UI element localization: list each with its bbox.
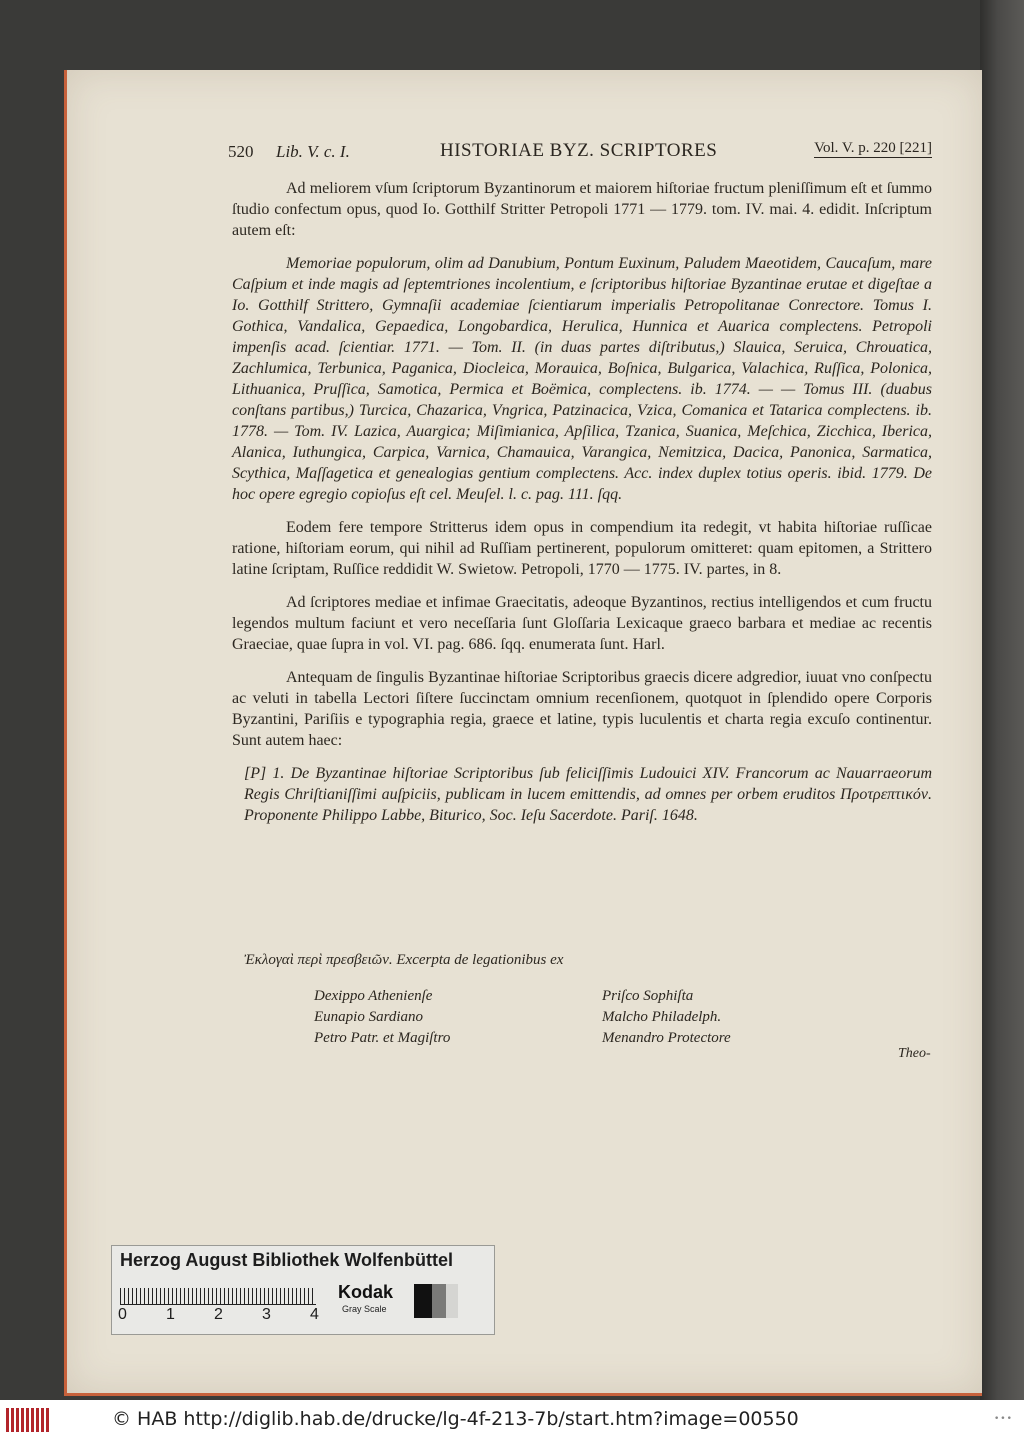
measurement-ruler [120, 1288, 316, 1305]
author-entry: Malcho Philadelph. [602, 1009, 722, 1025]
gray-swatch-black [414, 1284, 432, 1318]
kodak-logo: Kodak [338, 1282, 394, 1302]
list-item-1: [P] 1. De Byzantinae hiſtoriae Scriptoribus ſub feliciſſimis Ludouici XIV. Francorum ac Nauarraeorum Regis Chriſtianiſſimi auſpiciis, publicam in lucem emittendis, ad omnes per orbem eruditos Προτρεπτικόν. Proponente Philippo Labbe, Biturico, Soc. Ieſu Sacerdote. Pariſ. 1648. [244, 765, 932, 824]
authors-left-column [314, 986, 450, 1049]
running-title: HISTORIAE BYZ. SCRIPTORES [440, 140, 718, 161]
copyright-link[interactable]: © HAB http://diglib.hab.de/drucke/lg-4f-213-7b/start.htm?image=00550 [112, 1408, 799, 1430]
ruler-number: 1 [166, 1306, 175, 1323]
paragraph-overview: Antequam de ſingulis Byzantinae hiſtoriae Scriptoribus graecis dicere adgredior, iuuat vno conſpectu ac veluti in tabella Lectori ſiſtere ſuccinctam omnium recenſionem, quotquot in ſplendido opere Corporis Byzantini, Pariſiis e typographia regia, graece et latine, typis luculentis et charta regia excuſo continentur. Sunt autem haec: [232, 669, 932, 749]
authors-right-column [602, 986, 731, 1049]
paragraph-title-quote: Memoriae populorum, olim ad Danubium, Pontum Euxinum, Paludem Maeotidem, Caucaſum, mare Caſpium et inde magis ad ſeptemtriones incolentium, e ſcriptoribus hiſtoriae Byzantinae erutae et digeſtae a Io. Gotthilf Strittero, Gymnaſii academiae ſcientiarum imperialis Petropolitanae Conrectore. Tomus I. Gothica, Vandalica, Gepaedica, Longobardica, Herulica, Hunnica et Auarica complectens. Petropoli impenſis acad. ſcientiar. 1771. — Tom. II. (in duas partes diſtributus,) Slauica, Seruica, Chrouatica, Zachlumica, Terbunica, Paganica, Diocleica, Morauica, Boſnica, Bulgarica, Valachica, Ruſſica, Polonica, Lithuanica, Pruſſica, Samotica, Permica et Boëmica, complectens. ib. 1774. — — Tomus III. (duabus conſtans partibus,) Turcica, Chazarica, Vngrica, Patzinacica, Vzica, Comanica et Tatarica complectens. ib. 1778. — Tom. IV. Lazica, Auargica; Miſimianica, Apſilica, Tzanica, Suanica, Meſchica, Zicchica, Iberica, Alanica, Iuthungica, Carpica, Varnica, Chamauica, Varangica, Nemitzica, Dacica, Panonica, Sarmatica, Scythica, Maſſagetica et genealogias gentium complectens. Acc. index duplex totius operis. ibid. 1779. De hoc opere egregio copioſus eſt cel. Meuſel. l. c. pag. 111. ſqq. [232, 255, 932, 503]
paragraph-glossaries: Ad ſcriptores mediae et infimae Graecitatis, adeoque Byzantinos, rectius intelligendos et cum fructu legendos multum faciunt et vero neceſſaria ſunt Gloſſaria Lexicaque graeco barbara et mediae ac recentis Graeciae, quae ſupra in vol. VI. pag. 686. ſqq. enumerata ſunt. Harl. [232, 594, 932, 653]
author-entry: Dexippo Athenienſe [314, 988, 433, 1004]
page-number: 520 [228, 142, 254, 161]
volume-reference: Vol. V. p. 220 [221] [814, 140, 932, 156]
ruler-numbers [118, 1306, 328, 1328]
ruler-number: 2 [214, 1306, 223, 1323]
running-header [228, 140, 932, 168]
greek-heading: Ἐκλογαὶ περὶ πρεσβειῶν. Excerpta de legationibus ex [244, 952, 564, 968]
library-name: Herzog August Bibliothek Wolfenbüttel [120, 1250, 453, 1270]
footer-dots-icon: ••• [994, 1414, 1013, 1424]
ruler-number: 3 [262, 1306, 271, 1323]
color-calibration-card [111, 1245, 495, 1335]
body-text [232, 178, 932, 838]
author-entry: Priſco Sophiſta [602, 988, 694, 1004]
ruler-number: 4 [310, 1306, 319, 1323]
scanner-edge-strip [980, 0, 1024, 1400]
gray-swatch-mid [432, 1284, 446, 1318]
ruler-number: 0 [118, 1306, 127, 1323]
footer-bar [0, 1400, 1024, 1440]
gray-swatch-light [446, 1284, 458, 1318]
paragraph-intro: Ad meliorem vſum ſcriptorum Byzantinorum et maiorem hiſtoriae fructum pleniſſimum eſt et ſummo ſtudio confectum opus, quod Io. Gotthilf Stritter Petropoli 1771 — 1779. tom. IV. mai. 4. edidit. Inſcriptum autem eſt: [232, 180, 932, 239]
hab-logo-icon [6, 1408, 50, 1432]
catchword: Theo- [898, 1046, 931, 1061]
author-entry: Menandro Protectore [602, 1030, 731, 1046]
author-entry: Petro Patr. et Magiſtro [314, 1030, 451, 1046]
section-reference: Lib. V. c. I. [276, 142, 350, 161]
gray-scale-label: Gray Scale [342, 1304, 387, 1314]
paragraph-epitome: Eodem fere tempore Stritterus idem opus in compendium ita redegit, vt habita hiſtoriae ruſſicae ratione, hiſtoriam eorum, qui nihil ad Ruſſiam pertinerent, populorum omitteret: quam epitomen, a Strittero latine ſcriptam, Ruſſice reddidit W. Swietow. Petropoli, 1770 — 1775. IV. partes, in 8. [232, 519, 932, 578]
author-entry: Eunapio Sardiano [314, 1009, 424, 1025]
